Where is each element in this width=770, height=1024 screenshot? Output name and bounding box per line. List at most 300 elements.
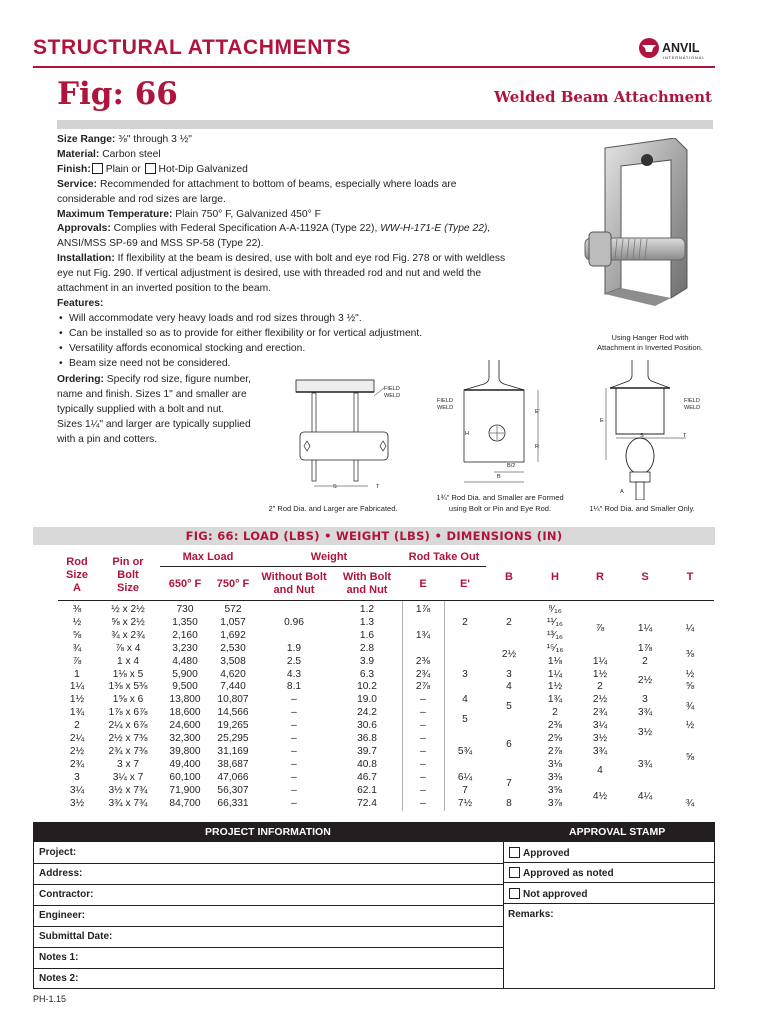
table-cell: 2 (642, 655, 648, 667)
beam-web (464, 360, 524, 390)
table-cell: 71,900 (169, 784, 201, 796)
beam-flange (296, 380, 374, 392)
table-cell: 2.8 (359, 642, 375, 654)
table-cell-merged: 4½ (592, 791, 608, 803)
field-weld-label-3 (684, 398, 700, 411)
feature-item: • Can be installed so as to provide for either flexibility or for vertical adjustment. (57, 327, 527, 342)
form-field-label: Notes 1: (39, 952, 79, 963)
table-cell: 31,169 (217, 745, 249, 757)
approved-checkbox[interactable] (509, 847, 520, 858)
form-field-input[interactable] (130, 906, 500, 925)
table-cell: ⅞ (72, 655, 82, 667)
table-cell: ⅝ (685, 681, 695, 693)
table-cell: 3⅜ (547, 771, 563, 783)
form-field-input[interactable] (130, 948, 500, 967)
remarks-label: Remarks: (508, 909, 554, 920)
table-cell: 3¼ x 7 (112, 771, 144, 783)
col-header-text: A (73, 582, 81, 594)
label-t: T (683, 433, 687, 439)
approved-noted-checkbox[interactable] (509, 867, 520, 878)
finish-hdg-checkbox[interactable] (145, 163, 156, 174)
label-s: S (333, 484, 337, 490)
feature-item: • Will accommodate very heavy loads and rod sizes through 3 ½". (57, 312, 527, 327)
table-cell: – (420, 707, 426, 719)
table-cell: 1⅞ x 6⅞ (108, 707, 148, 719)
table-cell: 2½ (69, 745, 85, 757)
hex-nut (589, 232, 611, 266)
table-cell: 2¾ (69, 758, 85, 770)
form-field-input[interactable] (130, 927, 500, 946)
table-cell: 3,230 (172, 642, 198, 654)
table-cell-merged: 6 (506, 739, 512, 751)
features-label: Features: (57, 297, 104, 309)
title-bar (57, 120, 713, 129)
header-rule (33, 66, 715, 68)
col-header-with-bolt (334, 571, 400, 597)
beam-web (610, 360, 670, 388)
table-cell: 3⅝ (547, 784, 563, 796)
table-cell: ⁹⁄₁₆ (548, 604, 562, 615)
table-cell: 84,700 (169, 797, 201, 809)
col-header-750: 750° F (216, 578, 250, 590)
column-rule (402, 601, 403, 811)
feature-item: • Beam size need not be considered. (57, 357, 527, 372)
ordering-line: with a pin and cotters. (57, 434, 158, 445)
table-cell: 2⅜ (415, 655, 431, 667)
table-cell: ¾ (72, 642, 82, 654)
remarks-field[interactable] (504, 922, 714, 988)
ordering-line: name and finish. Sizes 1" and smaller are (57, 389, 247, 400)
label-h: H (465, 431, 470, 437)
table-cell: 2¾ x 7⅜ (108, 745, 148, 757)
section-title: STRUCTURAL ATTACHMENTS (33, 36, 352, 59)
approvals-label: Approvals: (57, 223, 111, 235)
table-cell-merged: 1¼ (637, 623, 653, 635)
table-cell: 30.6 (357, 720, 377, 732)
col-group-rod-takeout: Rod Take Out (408, 551, 480, 563)
form-field-input[interactable] (130, 885, 500, 904)
table-cell: 1.3 (359, 616, 375, 628)
label-r: R (535, 444, 540, 450)
col-header-text: Rod (66, 556, 88, 568)
max-temp-value: Plain 750° F, Galvanized 450° F (175, 208, 321, 220)
product-photo (575, 138, 725, 318)
table-cell: 49,400 (169, 758, 201, 770)
table-cell: 1¼ (547, 668, 563, 680)
table-cell: ¾ (685, 797, 695, 809)
table-cell: 62.1 (357, 784, 377, 796)
table-cell: 32,300 (169, 733, 201, 744)
table-cell: 3⅞ (547, 797, 563, 809)
table-cell: 3½ (69, 797, 85, 809)
table-cell: 3,508 (220, 655, 246, 667)
table-cell: 3¼ (592, 720, 608, 732)
caption-with-rod: 1¼" Rod Dia. and Smaller Only. (589, 504, 695, 513)
table-cell: – (291, 745, 297, 757)
table-cell: 2¼ (69, 733, 85, 744)
installation-line-3: attachment in an inverted position to the beam. (57, 283, 272, 295)
field-weld-text: WELD (684, 404, 701, 411)
table-cell-merged: 5 (462, 713, 468, 725)
caption-formed-1: 1¾" Rod Dia. and Smaller are Formed (436, 493, 564, 502)
size-range-label: Size Range: (57, 134, 116, 145)
table-cell: – (420, 733, 426, 744)
table-cell: – (291, 694, 297, 706)
diagram-formed (434, 360, 564, 488)
table-cell-merged: ⅜ (685, 649, 695, 661)
table-cell: – (291, 771, 297, 783)
form-field-label: Project: (39, 847, 77, 858)
table-cell: 24.2 (357, 707, 377, 719)
leader-line (374, 388, 384, 396)
approval-rule (503, 862, 715, 863)
table-cell-merged: 5 (506, 700, 512, 712)
table-cell-merged: 3¾ (637, 758, 653, 770)
col-header-h: H (551, 571, 559, 583)
approvals-spec: WW-H-171-E (Type 22), (380, 223, 491, 235)
table-cell: 24,600 (169, 720, 201, 732)
figure-title: Fig: 66 (57, 76, 178, 112)
table-cell: 8.1 (286, 681, 302, 693)
field-weld-text: FIELD (437, 398, 453, 404)
table-title: FIG: 66: LOAD (LBS) • WEIGHT (LBS) • DIMENSIONS (IN) (33, 527, 715, 545)
table-cell: 7,440 (220, 681, 246, 693)
material-label: Material: (57, 148, 100, 160)
col-header-text: Size (65, 569, 88, 581)
table-cell: 1¾ (69, 707, 85, 719)
service-label: Service: (57, 178, 98, 190)
table-cell: – (420, 745, 426, 757)
table-cell: 1½ (547, 681, 563, 693)
table-cell: 3¾ (592, 745, 608, 757)
table-cell: 4 (506, 681, 512, 693)
approved-noted-label: Approved as noted (523, 868, 614, 879)
installation-label: Installation: (57, 253, 115, 265)
table-cell: 4,480 (172, 655, 198, 667)
col-header-text: Without Bolt (261, 571, 327, 583)
table-cell-merged: ⅞ (595, 623, 605, 635)
label-e-prime: E' (535, 409, 540, 415)
table-cell-merged: ¾ (685, 700, 695, 712)
table-cell: ½ x 2½ (111, 604, 145, 615)
table-cell: 1.6 (359, 629, 375, 641)
table-cell-merged: ⅝ (685, 752, 695, 764)
field-weld-label (384, 386, 400, 399)
hex-nut (630, 472, 650, 482)
finish-hdg-label: Hot-Dip Galvanized (158, 163, 248, 175)
col-header-text: Bolt (117, 569, 139, 581)
table-cell: 3 (74, 771, 80, 783)
col-header-text: Pin or (112, 556, 144, 568)
table-cell: 2.5 (286, 655, 302, 667)
installation-line-1: If flexibility at the beam is desired, use with bolt and eye rod Fig. 278 or with weldless (117, 253, 506, 265)
label-s: S (640, 433, 644, 439)
diagram-with-rod (596, 360, 712, 500)
caption-formed-2: using Bolt or Pin and Eye Rod. (448, 504, 552, 513)
col-group-max-load: Max Load (182, 551, 234, 563)
table-cell: – (291, 784, 297, 796)
table-cell: 1.2 (359, 604, 375, 615)
label-e: E (600, 418, 604, 424)
size-range-value: ⅜" through 3 ½" (118, 134, 192, 145)
table-cell-merged: 4 (597, 765, 603, 777)
table-cell: 3.9 (359, 655, 375, 667)
label-a: A (620, 489, 624, 495)
col-header-e-prime: E' (460, 578, 470, 590)
max-temp-label: Maximum Temperature: (57, 208, 173, 220)
form-field-input[interactable] (130, 864, 500, 883)
table-cell: 2,160 (172, 629, 198, 641)
approval-rule (503, 882, 715, 883)
table-cell: – (420, 797, 426, 809)
label-t: T (376, 484, 380, 490)
approved-label: Approved (523, 848, 570, 859)
table-cell: ⅝ (72, 629, 82, 641)
table-cell-merged: 2½ (501, 649, 517, 661)
approvals-line-2: ANSI/MSS SP-69 and MSS SP-58 (Type 22). (57, 238, 264, 250)
table-cell: 36.8 (357, 733, 377, 744)
installation-line-2: eye nut Fig. 290. If vertical adjustment is desired, use with threaded rod and nut and weld the (57, 268, 482, 280)
table-cell: ½ (685, 668, 695, 680)
hanger-rod (636, 482, 644, 500)
clevis-base (605, 288, 671, 306)
table-cell: 3¼ (69, 784, 85, 796)
col-header-s: S (641, 571, 649, 583)
table-cell: 18,600 (169, 707, 201, 719)
table-cell: 19,265 (217, 720, 249, 732)
table-cell: 7½ (457, 797, 473, 809)
table-cell: – (420, 720, 426, 732)
approval-rule (503, 903, 715, 904)
table-cell: 10.2 (357, 681, 377, 693)
table-cell: 1⅛ (547, 655, 563, 667)
form-field-label: Contractor: (39, 889, 94, 900)
column-rule (444, 601, 445, 811)
table-cell: 1,692 (220, 629, 246, 641)
table-cell: 3 x 7 (116, 758, 140, 770)
ordering-line: Specify rod size, figure number, (106, 374, 252, 385)
table-cell: 2¾ (592, 707, 608, 719)
table-cell: 1.9 (286, 642, 302, 654)
field-weld-label-2 (437, 398, 453, 411)
specifications (57, 133, 527, 372)
table-cell: 1,350 (172, 616, 198, 628)
table-cell: 40.8 (357, 758, 377, 770)
table-cell-merged: 3 (462, 668, 468, 680)
field-weld-text: WELD (384, 392, 401, 399)
col-header-e: E (419, 578, 427, 590)
page-code: PH-1.15 (33, 994, 67, 1004)
table-cell: 66,331 (217, 797, 249, 809)
photo-caption-1: Using Hanger Rod with (611, 333, 689, 342)
table-cell: 3⅛ (547, 758, 563, 770)
table-cell: 6.3 (359, 668, 375, 680)
bolt-hole (641, 154, 653, 166)
label-b2: B/2 (507, 463, 516, 469)
ordering-line: Sizes 1¼" and larger are typically supplied (57, 419, 251, 430)
table-cell: 1 (74, 668, 80, 680)
table-cell: 47,066 (217, 771, 249, 783)
table-cell: 19.0 (357, 694, 377, 706)
table-cell: 2 (552, 707, 558, 719)
table-cell: 1½ (69, 694, 85, 706)
col-header-b: B (505, 571, 513, 583)
table-cell: 1 x 4 (116, 655, 140, 667)
table-cell: 7 (462, 784, 468, 796)
table-cell: – (291, 797, 297, 809)
feature-item: • Versatility affords economical stocking and erection. (57, 342, 527, 357)
table-cell: 2⅞ (415, 681, 431, 693)
table-cell: ½ (72, 616, 82, 628)
project-info-heading: PROJECT INFORMATION (205, 826, 331, 838)
approved-option[interactable] (508, 847, 570, 860)
table-cell: 6¼ (457, 771, 473, 783)
table-cell: 1½ (592, 668, 608, 680)
form-field-label: Notes 2: (39, 973, 79, 984)
col-header-text: and Nut (273, 584, 315, 596)
table-cell: 2,530 (220, 642, 246, 654)
table-cell: 2⅞ (547, 745, 563, 757)
table-cell: 8 (506, 797, 512, 809)
field-weld-text: FIELD (684, 398, 700, 404)
table-cell: 2⅝ (547, 733, 563, 744)
table-cell: ½ (685, 720, 695, 732)
table-cell: 3¾ x 7¾ (108, 797, 148, 809)
table-cell-merged: 7 (506, 778, 512, 790)
ordering-line: typically supplied with a bolt and nut. (57, 404, 225, 415)
col-group-weight: Weight (310, 551, 348, 563)
table-cell: ¹⁵⁄₁₆ (546, 642, 564, 654)
col-header-text: With Bolt (342, 571, 392, 583)
form-field-label: Engineer: (39, 910, 86, 921)
table-cell: 4,620 (220, 668, 246, 680)
finish-plain-label: Plain or (105, 163, 141, 175)
ordering-info (57, 372, 292, 447)
table-cell: 2⅜ (547, 720, 563, 732)
table-cell: 72.4 (357, 797, 377, 809)
table-cell-merged: 5¾ (457, 745, 473, 757)
table-cell: – (291, 720, 297, 732)
table-cell-merged: 0.96 (284, 616, 304, 628)
eye-nut (626, 438, 654, 474)
header-group-rule (160, 566, 486, 567)
table-cell: 1⅝ x 6 (112, 694, 144, 706)
table-cell: 56,307 (217, 784, 249, 796)
field-weld-text: FIELD (384, 386, 400, 392)
table-cell: 13,800 (169, 694, 201, 706)
table-cell: 1⅜ x 5⅜ (108, 681, 148, 693)
finish-plain-checkbox[interactable] (92, 163, 103, 174)
label-b: B (497, 474, 501, 480)
table-cell: ⅝ x 2½ (111, 616, 145, 628)
table-cell: – (420, 758, 426, 770)
attachment-body (616, 388, 664, 434)
table-cell: 4.3 (286, 668, 302, 680)
brand-sub: INTERNATIONAL (663, 55, 706, 60)
service-line-2: considerable and rod sizes are large. (57, 193, 226, 205)
table-cell: 14,566 (217, 707, 249, 719)
not-approved-checkbox[interactable] (509, 888, 520, 899)
col-header-650: 650° F (168, 578, 202, 590)
table-cell: 3½ (592, 733, 608, 744)
pin (300, 432, 388, 460)
table-cell: 1¾ (547, 694, 563, 706)
table-cell-merged: 2 (462, 616, 468, 628)
field-weld-text: WELD (437, 404, 454, 411)
table-cell: 1⅞ (415, 604, 431, 615)
table-cell: 2½ (592, 694, 608, 706)
table-cell: 2 (597, 681, 603, 693)
table-cell: ¹³⁄₁₆ (546, 629, 564, 641)
table-cell: 730 (176, 604, 194, 615)
header-rule (58, 600, 714, 601)
photo-caption-2: Attachment in Inverted Position. (597, 343, 703, 352)
table-cell: 572 (224, 604, 242, 615)
caption-fabricated: 2" Rod Dia. and Larger are Fabricated. (268, 504, 398, 513)
table-cell: – (420, 784, 426, 796)
table-cell: – (420, 694, 426, 706)
table-cell: – (291, 733, 297, 744)
table-cell: 2½ x 7⅜ (108, 733, 148, 744)
table-cell: ¾ x 2¾ (111, 629, 145, 641)
approved-noted-option[interactable] (508, 867, 614, 880)
table-cell: ⅜ (72, 604, 82, 615)
table-cell-merged: ¼ (685, 623, 695, 635)
table-cell-merged: 4 (462, 694, 468, 706)
form-field-label: Submittal Date: (39, 931, 113, 942)
table-cell: 3 (642, 694, 648, 706)
service-line-1: Recommended for attachment to bottom of beams, especially where loads are (99, 178, 457, 190)
table-cell: 5,900 (172, 668, 198, 680)
anvil-logo (638, 37, 720, 61)
table-cell-merged: 1¾ (415, 629, 431, 641)
table-cell: 46.7 (357, 771, 377, 783)
table-cell: 38,687 (217, 758, 249, 770)
table-cell: 39.7 (357, 745, 377, 757)
ordering-label: Ordering: (57, 374, 104, 385)
finish-label: Finish: (57, 163, 91, 175)
col-header-rod (58, 556, 96, 595)
table-cell-merged: 2½ (637, 674, 653, 686)
table-cell: 1,057 (220, 616, 246, 628)
table-cell: 3¾ (637, 707, 653, 719)
not-approved-option[interactable] (508, 888, 587, 901)
form-field-input[interactable] (130, 969, 500, 988)
table-cell: – (420, 771, 426, 783)
approval-stamp-heading: APPROVAL STAMP (569, 826, 666, 838)
table-cell: 3½ x 7¾ (108, 784, 148, 796)
form-field-input[interactable] (130, 843, 500, 862)
table-cell-merged: 3½ (637, 726, 653, 738)
diagram-fabricated (290, 360, 400, 500)
table-cell: 1¼ (592, 655, 608, 667)
col-header-r: R (596, 571, 604, 583)
col-header-pin (102, 556, 154, 595)
col-header-t: T (686, 571, 694, 583)
table-cell: – (291, 707, 297, 719)
table-cell-merged: 4¼ (637, 791, 653, 803)
figure-subtitle: Welded Beam Attachment (494, 88, 712, 106)
material-value: Carbon steel (102, 148, 161, 160)
table-cell: 9,500 (172, 681, 198, 693)
table-cell-merged: 2 (506, 616, 512, 628)
approvals-line-1: Complies with Federal Specification A-A-1192A (Type 22), (113, 223, 378, 235)
table-cell: 2¾ (415, 668, 431, 680)
col-header-text: and Nut (346, 584, 388, 596)
table-cell: 60,100 (169, 771, 201, 783)
table-cell: ⅞ x 4 (115, 642, 141, 654)
form-field-label: Address: (39, 868, 83, 879)
